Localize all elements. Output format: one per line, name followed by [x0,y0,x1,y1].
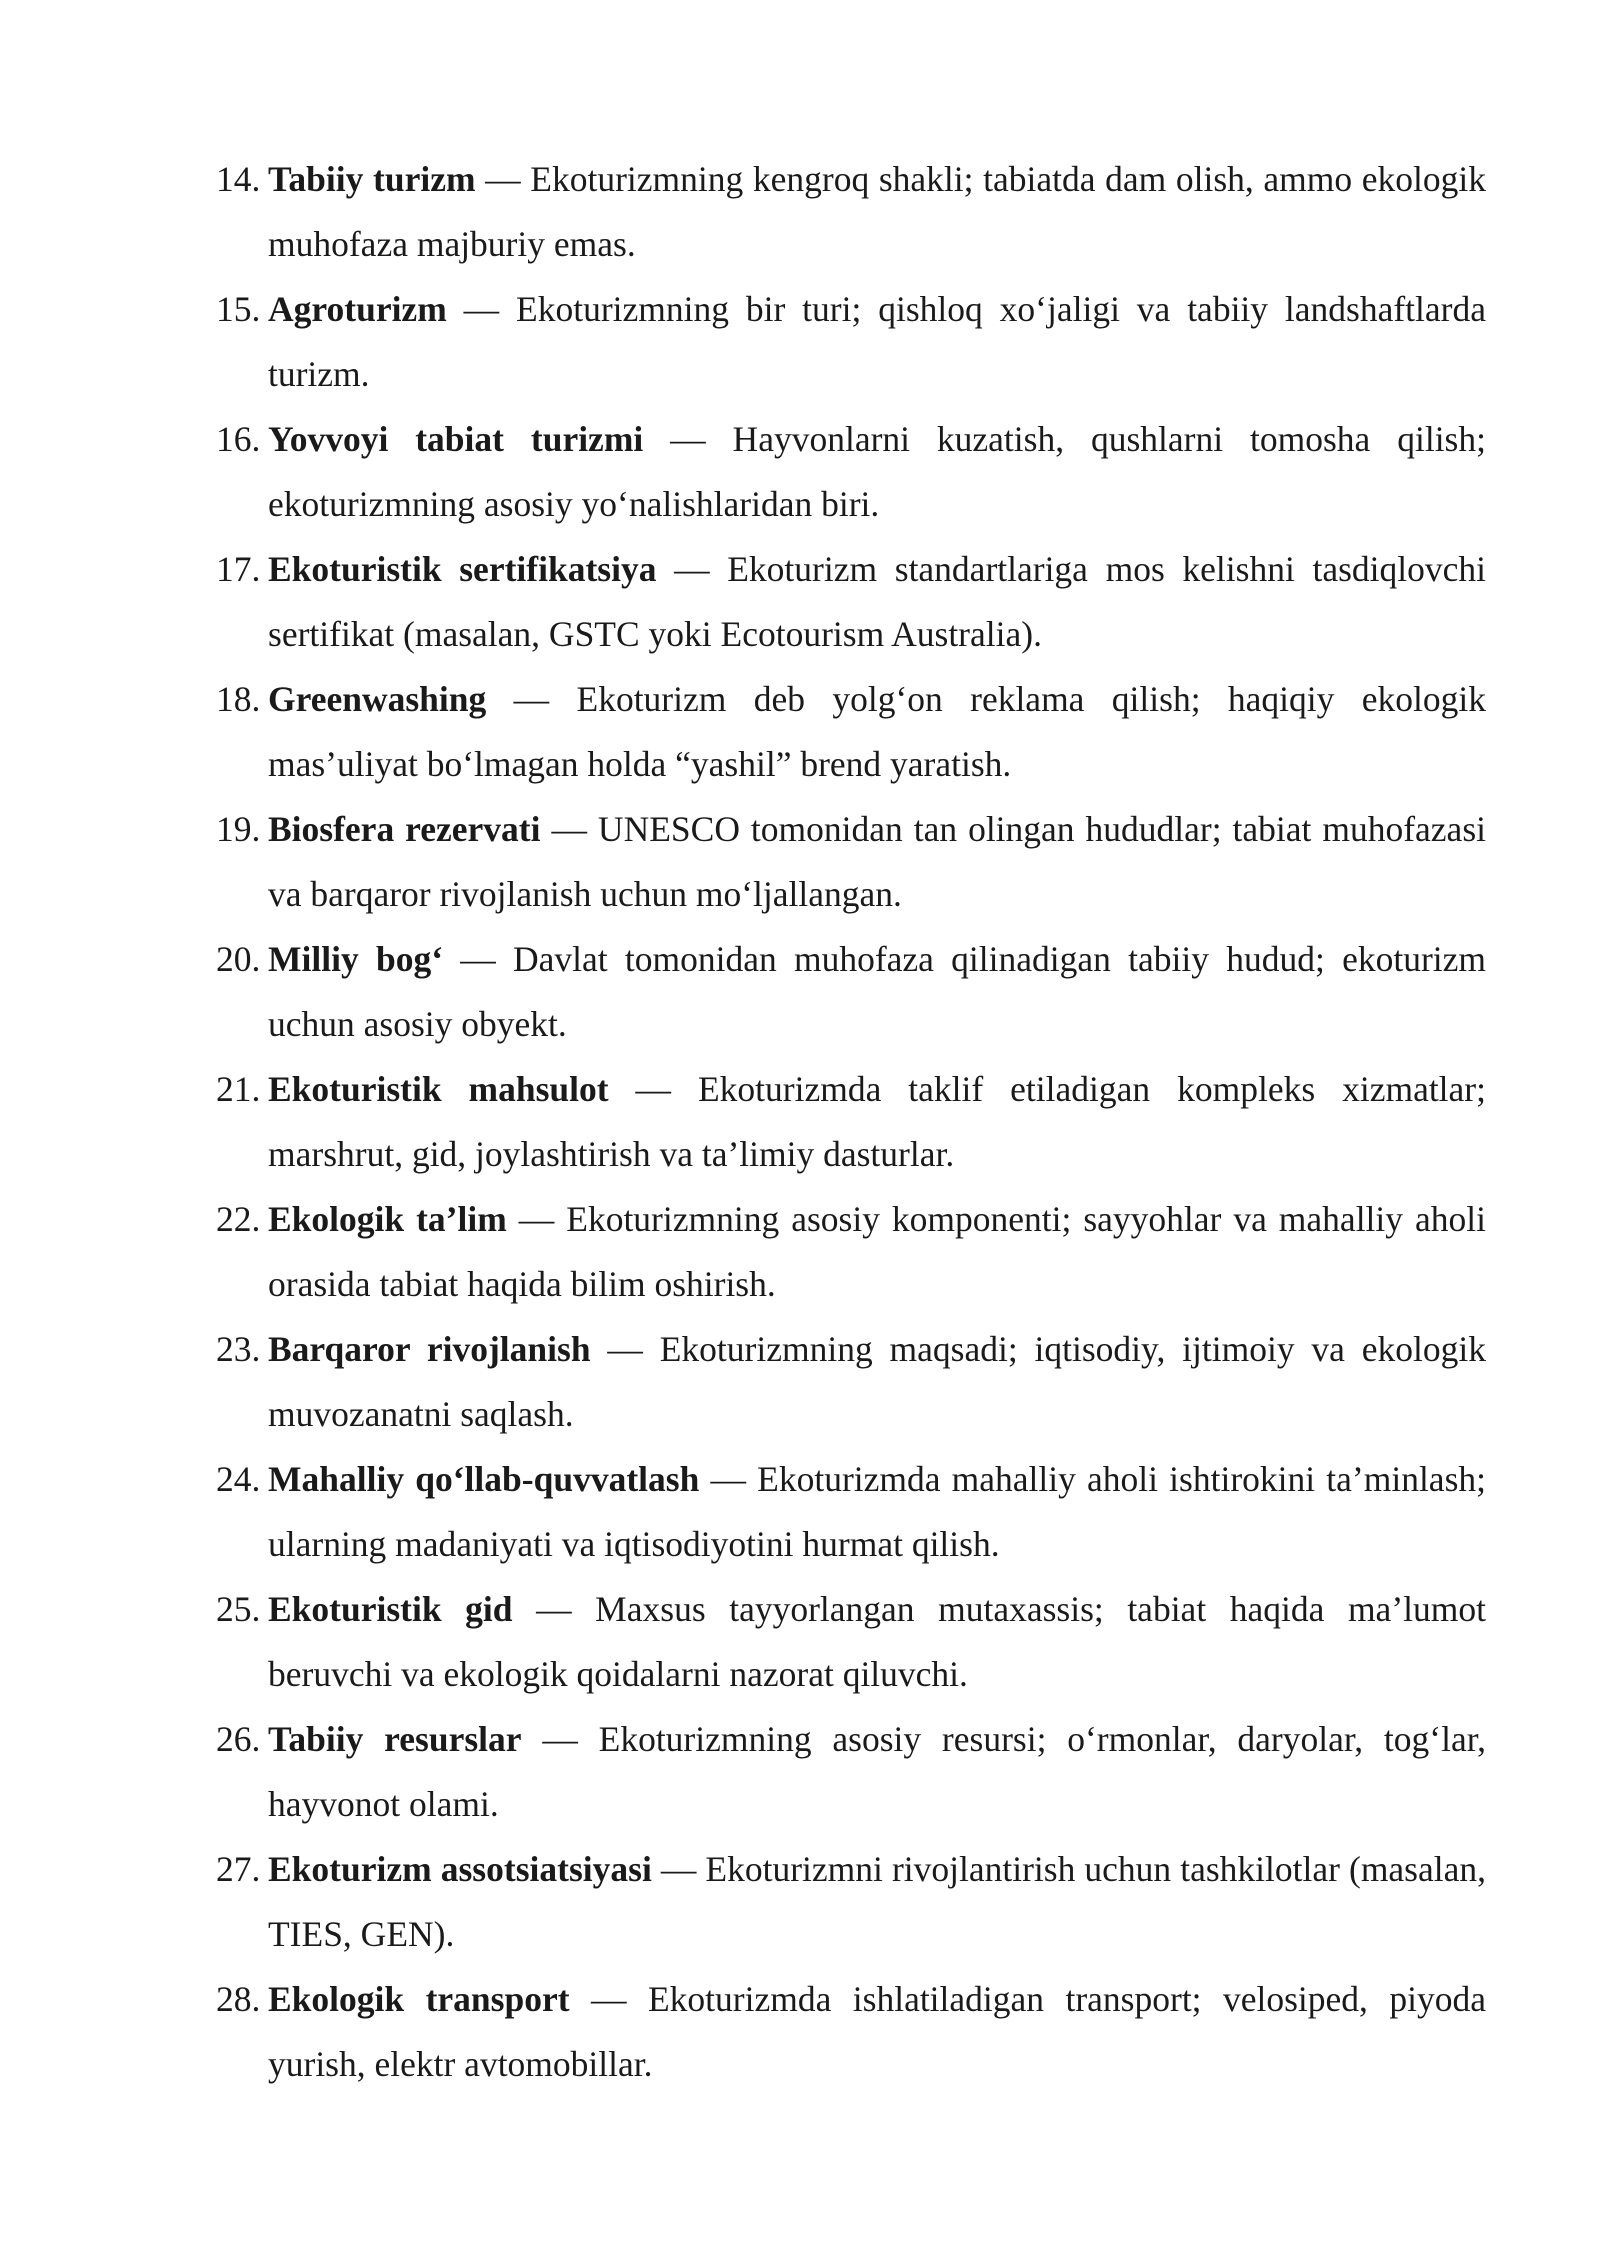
item-number: 26. [216,1719,261,1759]
list-item [216,147,1486,277]
item-description: — Ekoturizm deb yolg‘on reklama qilish; haqiqiy ekologik mas’uliyat bo‘lmagan holda “yashil” brend yaratish. [268,679,1486,784]
list-item [216,537,1486,667]
item-term: Greenwashing [268,679,487,719]
item-description: — Ekoturizmning bir turi; qishloq xo‘jaligi va tabiiy landshaftlarda turizm. [268,289,1486,394]
item-term: Ekoturistik sertifikatsiya [268,549,657,589]
item-term: Barqaror rivojlanish [268,1329,591,1369]
item-number: 16. [216,419,261,459]
item-number: 25. [216,1589,261,1629]
item-term: Ekoturistik gid [268,1589,513,1629]
item-description: — UNESCO tomonidan tan olingan hududlar; tabiat muhofazasi va barqaror rivojlanish uchun mo‘ljallangan. [268,809,1486,914]
item-number: 19. [216,809,261,849]
list-item [216,667,1486,797]
list-item [216,927,1486,1057]
item-number: 20. [216,939,261,979]
item-description: — Davlat tomonidan muhofaza qilinadigan tabiiy hudud; ekoturizm uchun asosiy obyekt. [268,939,1487,1044]
item-term: Ekologik transport [268,1979,570,2019]
item-term: Milliy bog‘ [268,939,444,979]
item-number: 17. [216,549,261,589]
list-item [216,797,1486,927]
list-item [216,1967,1486,2097]
item-term: Tabiiy turizm [268,159,476,199]
item-term: Ekologik ta’lim [268,1199,507,1239]
item-term: Agroturizm [268,289,447,329]
item-term: Tabiiy resurslar [268,1719,522,1759]
list-item [216,1057,1486,1187]
item-description: — Ekoturizmda taklif etiladigan kompleks xizmatlar; marshrut, gid, joylashtirish va ta’limiy dasturlar. [268,1069,1486,1174]
item-number: 28. [216,1979,261,2019]
list-item [216,407,1486,537]
item-number: 21. [216,1069,261,1109]
item-description: — Ekoturizm standartlariga mos kelishni tasdiqlovchi sertifikat (masalan, GSTC yoki Ecotourism Australia). [268,549,1486,654]
list-item [216,1577,1486,1707]
item-description: — Ekoturizmda mahalliy aholi ishtirokini ta’minlash; ularning madaniyati va iqtisodiyotini hurmat qilish. [268,1459,1486,1564]
item-number: 14. [216,159,261,199]
item-number: 18. [216,679,261,719]
list-item [216,1837,1486,1967]
item-description: — Maxsus tayyorlangan mutaxassis; tabiat haqida ma’lumot beruvchi va ekologik qoidalarni nazorat qiluvchi. [268,1589,1486,1694]
item-term: Ekoturizm assotsiatsiyasi [268,1849,652,1889]
item-description: — Ekoturizmni rivojlantirish uchun tashkilotlar (masalan, TIES, GEN). [268,1849,1486,1954]
list-item [216,1187,1486,1317]
item-description: — Ekoturizmda ishlatiladigan transport; velosiped, piyoda yurish, elektr avtomobillar. [268,1979,1486,2084]
item-number: 24. [216,1459,261,1499]
item-term: Mahalliy qo‘llab-quvvatlash [268,1459,700,1499]
item-description: — Ekoturizmning asosiy komponenti; sayyohlar va mahalliy aholi orasida tabiat haqida bilim oshirish. [268,1199,1486,1304]
item-term: Yovvoyi tabiat turizmi [268,419,644,459]
item-number: 27. [216,1849,261,1889]
glossary-list [216,147,1486,2097]
item-description: — Hayvonlarni kuzatish, qushlarni tomosha qilish; ekoturizmning asosiy yo‘nalishlaridan biri. [268,419,1486,524]
list-item [216,277,1486,407]
item-term: Biosfera rezervati [268,809,541,849]
item-description: — Ekoturizmning kengroq shakli; tabiatda dam olish, ammo ekologik muhofaza majburiy emas. [268,159,1486,264]
item-number: 22. [216,1199,261,1239]
list-item [216,1317,1486,1447]
item-term: Ekoturistik mahsulot [268,1069,609,1109]
item-number: 23. [216,1329,261,1369]
item-description: — Ekoturizmning asosiy resursi; o‘rmonlar, daryolar, tog‘lar, hayvonot olami. [268,1719,1486,1824]
list-item [216,1447,1486,1577]
item-description: — Ekoturizmning maqsadi; iqtisodiy, ijtimoiy va ekologik muvozanatni saqlash. [268,1329,1486,1434]
list-item [216,1707,1486,1837]
item-number: 15. [216,289,261,329]
